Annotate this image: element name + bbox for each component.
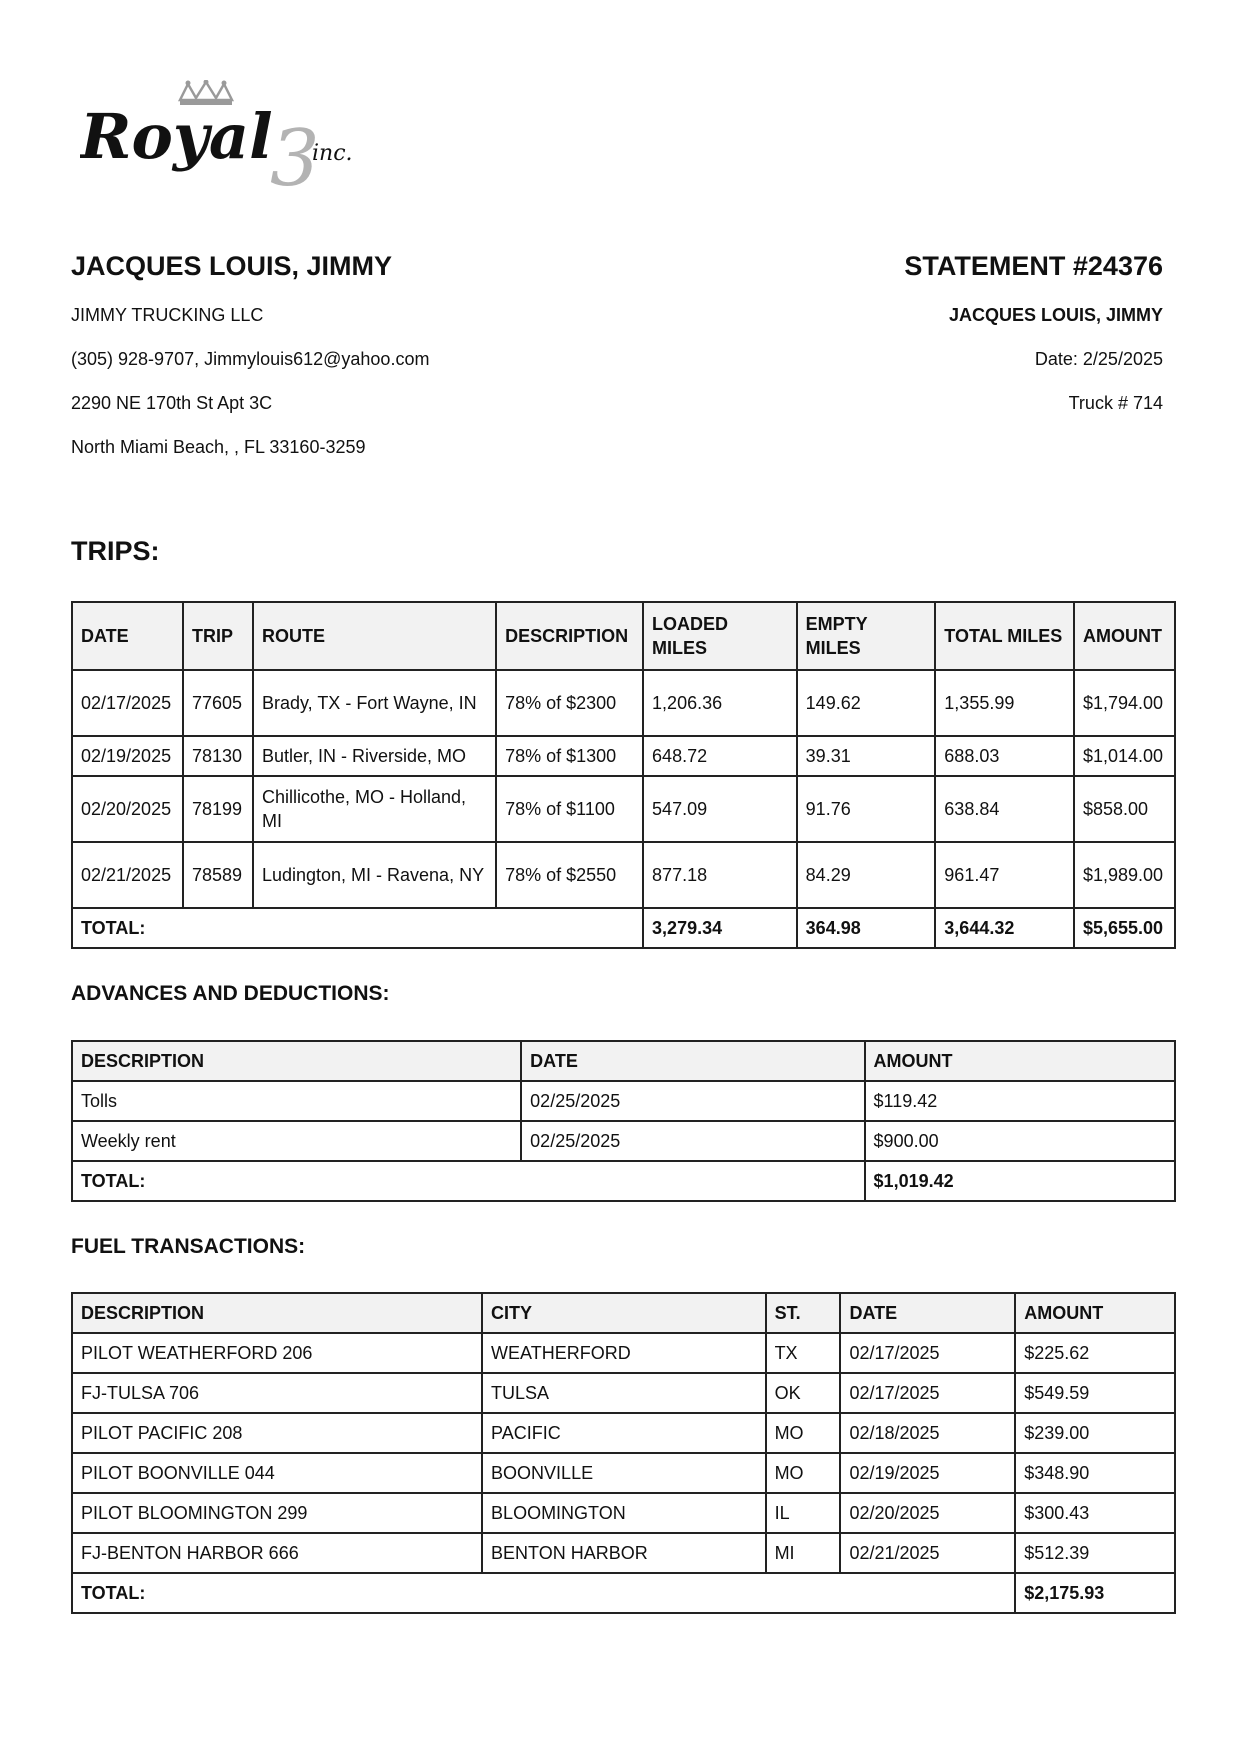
deduction-date: 02/25/2025 xyxy=(521,1081,864,1121)
column-header: DATE xyxy=(72,602,183,670)
trips-header-row xyxy=(72,602,1175,670)
total-label: TOTAL: xyxy=(72,1161,865,1201)
trip-total-miles: 688.03 xyxy=(935,736,1074,776)
deduction-description: Weekly rent xyxy=(72,1121,521,1161)
statement-title: STATEMENT #24376 xyxy=(904,251,1163,281)
table-row xyxy=(72,1373,1175,1413)
trip-empty-miles: 84.29 xyxy=(797,842,936,908)
advances-title: ADVANCES AND DEDUCTIONS: xyxy=(71,982,390,1005)
column-header: TRIP xyxy=(183,602,253,670)
svg-text:3: 3 xyxy=(270,114,320,190)
total-loaded-miles: 3,279.34 xyxy=(643,908,797,948)
advances-total-row xyxy=(72,1161,1175,1201)
table-row xyxy=(72,1081,1175,1121)
fuel-date: 02/19/2025 xyxy=(840,1453,1015,1493)
trips-total-row xyxy=(72,908,1175,948)
driver-info xyxy=(71,250,429,480)
column-header: CITY xyxy=(482,1293,766,1333)
table-row xyxy=(72,1453,1175,1493)
driver-name: JACQUES LOUIS, JIMMY xyxy=(71,251,393,281)
total-total-miles: 3,644.32 xyxy=(935,908,1074,948)
fuel-city: WEATHERFORD xyxy=(482,1333,766,1373)
trip-description: 78% of $2300 xyxy=(496,670,643,736)
column-header: AMOUNT xyxy=(1074,602,1175,670)
truck-number: Truck # 714 xyxy=(1068,393,1163,413)
deduction-amount: $900.00 xyxy=(865,1121,1175,1161)
trip-route: Chillicothe, MO - Holland, MI xyxy=(253,776,496,842)
fuel-amount: $549.59 xyxy=(1015,1373,1175,1413)
column-header: DESCRIPTION xyxy=(72,1293,482,1333)
statement-driver-name: JACQUES LOUIS, JIMMY xyxy=(948,305,1163,325)
trip-amount: $1,989.00 xyxy=(1074,842,1175,908)
trip-total-miles: 1,355.99 xyxy=(935,670,1074,736)
fuel-state: MI xyxy=(766,1533,841,1573)
fuel-amount: $512.39 xyxy=(1015,1533,1175,1573)
fuel-city: BENTON HARBOR xyxy=(482,1533,766,1573)
fuel-amount: $225.62 xyxy=(1015,1333,1175,1373)
trip-number: 78199 xyxy=(183,776,253,842)
driver-company: JIMMY TRUCKING LLC xyxy=(71,305,264,325)
fuel-description: FJ-BENTON HARBOR 666 xyxy=(72,1533,482,1573)
total-label: TOTAL: xyxy=(72,1573,1015,1613)
fuel-total-row xyxy=(72,1573,1175,1613)
column-header: EMPTY MILES xyxy=(797,602,936,670)
trips-title: TRIPS: xyxy=(71,536,160,566)
fuel-amount: $300.43 xyxy=(1015,1493,1175,1533)
total-label: TOTAL: xyxy=(72,908,643,948)
trip-route: Ludington, MI - Ravena, NY xyxy=(253,842,496,908)
column-header: DESCRIPTION xyxy=(72,1041,521,1081)
fuel-amount: $239.00 xyxy=(1015,1413,1175,1453)
table-row xyxy=(72,1333,1175,1373)
fuel-description: PILOT WEATHERFORD 206 xyxy=(72,1333,482,1373)
fuel-date: 02/20/2025 xyxy=(840,1493,1015,1533)
total-amount: $2,175.93 xyxy=(1015,1573,1175,1613)
advances-header-row xyxy=(72,1041,1175,1081)
column-header: TOTAL MILES xyxy=(935,602,1074,670)
trip-empty-miles: 39.31 xyxy=(797,736,936,776)
fuel-amount: $348.90 xyxy=(1015,1453,1175,1493)
trip-description: 78% of $2550 xyxy=(496,842,643,908)
trip-amount: $1,794.00 xyxy=(1074,670,1175,736)
trip-date: 02/17/2025 xyxy=(72,670,183,736)
column-header: AMOUNT xyxy=(865,1041,1175,1081)
fuel-state: IL xyxy=(766,1493,841,1533)
trip-loaded-miles: 547.09 xyxy=(643,776,797,842)
trip-loaded-miles: 1,206.36 xyxy=(643,670,797,736)
table-row xyxy=(72,736,1175,776)
column-header: DESCRIPTION xyxy=(496,602,643,670)
statement-info xyxy=(904,250,1163,436)
trip-route: Brady, TX - Fort Wayne, IN xyxy=(253,670,496,736)
table-row xyxy=(72,1533,1175,1573)
driver-address-line1: 2290 NE 170th St Apt 3C xyxy=(71,393,273,413)
fuel-table xyxy=(71,1292,1176,1614)
trip-loaded-miles: 877.18 xyxy=(643,842,797,908)
table-row xyxy=(72,1121,1175,1161)
fuel-description: FJ-TULSA 706 xyxy=(72,1373,482,1413)
trip-date: 02/21/2025 xyxy=(72,842,183,908)
trip-description: 78% of $1300 xyxy=(496,736,643,776)
trip-date: 02/19/2025 xyxy=(72,736,183,776)
fuel-state: MO xyxy=(766,1413,841,1453)
fuel-date: 02/18/2025 xyxy=(840,1413,1015,1453)
svg-text:inc.: inc. xyxy=(312,141,353,166)
trip-empty-miles: 149.62 xyxy=(797,670,936,736)
fuel-city: BOONVILLE xyxy=(482,1453,766,1493)
driver-contact: (305) 928-9707, Jimmylouis612@yahoo.com xyxy=(71,349,430,369)
fuel-description: PILOT BOONVILLE 044 xyxy=(72,1453,482,1493)
trip-number: 78589 xyxy=(183,842,253,908)
column-header: DATE xyxy=(521,1041,864,1081)
table-row xyxy=(72,1413,1175,1453)
trips-table xyxy=(71,601,1176,949)
fuel-city: TULSA xyxy=(482,1373,766,1413)
total-empty-miles: 364.98 xyxy=(797,908,936,948)
trip-loaded-miles: 648.72 xyxy=(643,736,797,776)
fuel-state: OK xyxy=(766,1373,841,1413)
fuel-description: PILOT BLOOMINGTON 299 xyxy=(72,1493,482,1533)
trip-amount: $858.00 xyxy=(1074,776,1175,842)
total-amount: $5,655.00 xyxy=(1074,908,1175,948)
fuel-date: 02/17/2025 xyxy=(840,1333,1015,1373)
trip-empty-miles: 91.76 xyxy=(797,776,936,842)
table-row xyxy=(72,842,1175,908)
column-header: LOADED MILES xyxy=(643,602,797,670)
fuel-city: PACIFIC xyxy=(482,1413,766,1453)
crown-icon xyxy=(80,80,380,190)
trip-date: 02/20/2025 xyxy=(72,776,183,842)
trip-route: Butler, IN - Riverside, MO xyxy=(253,736,496,776)
trip-number: 77605 xyxy=(183,670,253,736)
fuel-state: TX xyxy=(766,1333,841,1373)
fuel-header-row xyxy=(72,1293,1175,1333)
total-amount: $1,019.42 xyxy=(865,1161,1175,1201)
fuel-city: BLOOMINGTON xyxy=(482,1493,766,1533)
table-row xyxy=(72,776,1175,842)
advances-table xyxy=(71,1040,1176,1202)
company-logo xyxy=(80,80,380,190)
deduction-amount: $119.42 xyxy=(865,1081,1175,1121)
column-header: ST. xyxy=(766,1293,841,1333)
column-header: AMOUNT xyxy=(1015,1293,1175,1333)
deduction-description: Tolls xyxy=(72,1081,521,1121)
column-header: ROUTE xyxy=(253,602,496,670)
trip-total-miles: 961.47 xyxy=(935,842,1074,908)
svg-text:Royal: Royal xyxy=(80,100,273,173)
table-row xyxy=(72,670,1175,736)
fuel-description: PILOT PACIFIC 208 xyxy=(72,1413,482,1453)
column-header: DATE xyxy=(840,1293,1015,1333)
table-row xyxy=(72,1493,1175,1533)
fuel-title: FUEL TRANSACTIONS: xyxy=(71,1235,306,1258)
fuel-state: MO xyxy=(766,1453,841,1493)
trip-amount: $1,014.00 xyxy=(1074,736,1175,776)
trip-description: 78% of $1100 xyxy=(496,776,643,842)
deduction-date: 02/25/2025 xyxy=(521,1121,864,1161)
trip-number: 78130 xyxy=(183,736,253,776)
statement-date: Date: 2/25/2025 xyxy=(1034,349,1163,369)
fuel-date: 02/17/2025 xyxy=(840,1373,1015,1413)
driver-address-line2: North Miami Beach, , FL 33160-3259 xyxy=(71,437,366,457)
fuel-date: 02/21/2025 xyxy=(840,1533,1015,1573)
trip-total-miles: 638.84 xyxy=(935,776,1074,842)
